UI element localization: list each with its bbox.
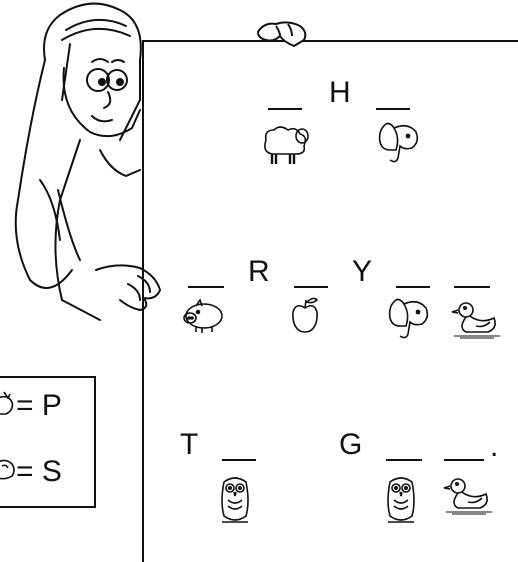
apple-icon <box>290 296 320 339</box>
answer-blank <box>268 108 302 110</box>
elephant-icon <box>384 296 432 347</box>
puzzle-period: . <box>490 430 499 463</box>
answer-blank <box>386 459 422 461</box>
sheep-icon <box>258 122 310 173</box>
pig-icon <box>180 300 224 341</box>
puzzle-letter: G <box>339 428 363 461</box>
puzzle-letter: R <box>248 255 270 288</box>
puzzle-letter: Y <box>352 255 373 288</box>
duck-icon <box>444 474 494 521</box>
answer-blank <box>188 286 224 288</box>
hand-icon <box>254 18 310 53</box>
puzzle-letter: T <box>180 428 199 461</box>
owl-icon <box>218 472 252 531</box>
answer-blank <box>222 459 256 461</box>
duck-icon <box>452 298 502 345</box>
answer-blank <box>396 286 430 288</box>
key-legend <box>0 376 96 508</box>
owl-icon <box>384 472 418 531</box>
answer-blank <box>376 108 410 110</box>
key-entry-text: = P <box>16 389 62 422</box>
answer-blank <box>444 459 484 461</box>
answer-blank <box>294 286 328 288</box>
key-entry-text: = S <box>16 455 62 488</box>
elephant-icon <box>374 120 422 171</box>
answer-blank <box>454 286 490 288</box>
puzzle-letter: H <box>329 76 351 109</box>
